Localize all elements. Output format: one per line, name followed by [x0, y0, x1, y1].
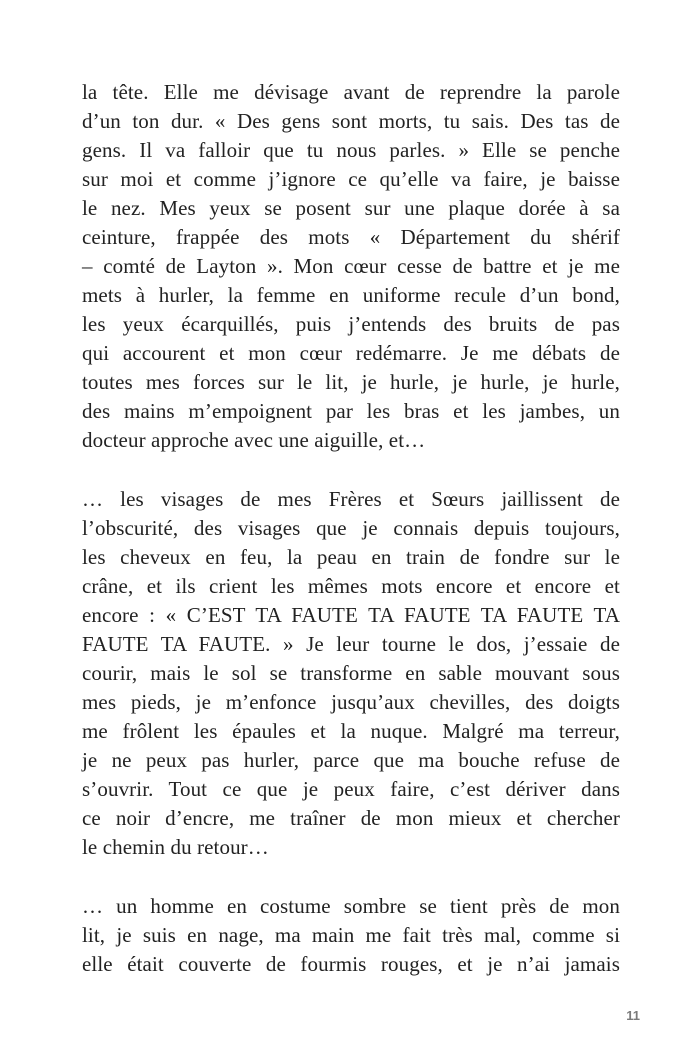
- text-line: qui accourent et mon cœur redémarre. Je me débats de: [82, 341, 620, 365]
- text-line: sur moi et comme j’ignore ce qu’elle va faire, je baisse: [82, 167, 620, 191]
- text-line: ceinture, frappée des mots « Département du shérif: [82, 225, 620, 249]
- text-line: toutes mes forces sur le lit, je hurle, je hurle, je hurle,: [82, 370, 620, 394]
- text-line: mets à hurler, la femme en uniforme recule d’un bond,: [82, 283, 620, 307]
- text-line: mes pieds, je m’enfonce jusqu’aux chevilles, des doigts: [82, 690, 620, 714]
- text-line: me frôlent les épaules et la nuque. Malgré ma terreur,: [82, 719, 620, 743]
- text-line: – comté de Layton ». Mon cœur cesse de battre et je me: [82, 254, 620, 278]
- page-number: 11: [626, 1008, 640, 1023]
- text-line: crâne, et ils crient les mêmes mots encore et encore et: [82, 574, 620, 598]
- paragraph-1: [82, 78, 620, 455]
- text-line: lit, je suis en nage, ma main me fait très mal, comme si: [82, 923, 620, 947]
- paragraph-3: [82, 892, 620, 979]
- text-line: … les visages de mes Frères et Sœurs jaillissent de: [82, 487, 620, 511]
- text-line: gens. Il va falloir que tu nous parles. » Elle se penche: [82, 138, 620, 162]
- text-line: je ne peux pas hurler, parce que ma bouche refuse de: [82, 748, 620, 772]
- text-line: encore : « C’EST TA FAUTE TA FAUTE TA FAUTE TA: [82, 603, 620, 627]
- text-line: les yeux écarquillés, puis j’entends des bruits de pas: [82, 312, 620, 336]
- text-line: l’obscurité, des visages que je connais depuis toujours,: [82, 516, 620, 540]
- text-line: FAUTE TA FAUTE. » Je leur tourne le dos, j’essaie de: [82, 632, 620, 656]
- text-line: docteur approche avec une aiguille, et…: [82, 428, 426, 452]
- text-line: elle était couverte de fourmis rouges, et je n’ai jamais: [82, 952, 620, 976]
- paragraph-2: [82, 485, 620, 862]
- text-line: les cheveux en feu, la peau en train de fondre sur le: [82, 545, 620, 569]
- text-line: le nez. Mes yeux se posent sur une plaque dorée à sa: [82, 196, 620, 220]
- text-line: la tête. Elle me dévisage avant de reprendre la parole: [82, 80, 620, 104]
- text-line: ce noir d’encre, me traîner de mon mieux et chercher: [82, 806, 620, 830]
- text-line: d’un ton dur. « Des gens sont morts, tu sais. Des tas de: [82, 109, 620, 133]
- text-line: des mains m’empoignent par les bras et les jambes, un: [82, 399, 620, 423]
- text-line: s’ouvrir. Tout ce que je peux faire, c’est dériver dans: [82, 777, 620, 801]
- text-line: courir, mais le sol se transforme en sable mouvant sous: [82, 661, 620, 685]
- text-line: … un homme en costume sombre se tient près de mon: [82, 894, 620, 918]
- text-line: le chemin du retour…: [82, 835, 269, 859]
